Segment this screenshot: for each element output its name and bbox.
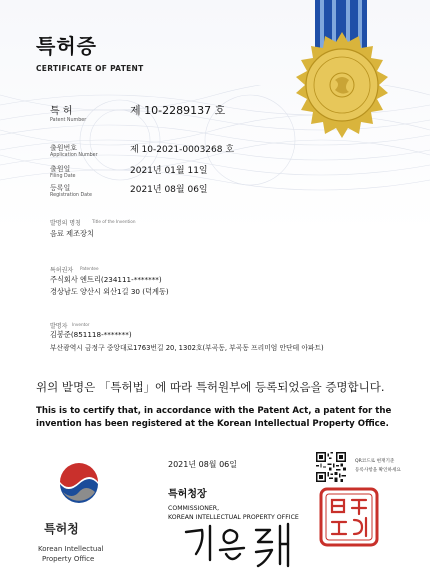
inventor-address: 부산광역시 금정구 중앙대로1763번길 20, 1302호(부곡동, 부곡동 프리미엄 안단테 아파트) <box>50 344 324 352</box>
certification-statement-ko: 위의 발명은 「특허법」에 따라 특허원부에 등록되었음을 증명합니다. <box>36 380 385 394</box>
qr-code-icon <box>316 452 346 482</box>
registration-date-value: 2021년 08월 06일 <box>130 185 208 195</box>
commissioner-signature-icon <box>180 520 305 570</box>
filing-date-label-en: Filing Date <box>50 174 76 179</box>
filing-date-value: 2021년 01월 11일 <box>130 166 208 176</box>
kipo-logo-icon <box>56 462 102 508</box>
official-stamp-icon <box>318 486 380 548</box>
invention-title-label-en: Title of the Invention <box>92 219 136 224</box>
patent-number-value: 제 10-2289137 호 <box>130 104 226 117</box>
inventor-name: 김봉준(851118-*******) <box>50 330 132 339</box>
patentee-label-en: Patentee <box>80 266 99 271</box>
gold-seal-icon <box>287 30 397 140</box>
certificate-subtitle: CERTIFICATE OF PATENT <box>36 64 144 73</box>
application-number-label: 출원번호 <box>50 144 78 152</box>
inventor-label-en: Inventor <box>72 322 90 327</box>
certification-statement-en: This is to certify that, in accordance with the Patent Act, a patent for the invention has been registered at the Korean Intellectual Property Office. <box>36 406 392 429</box>
inventor-label: 발명자 <box>50 323 68 330</box>
commissioner-title-en-line2: KOREAN INTELLECTUAL PROPERTY OFFICE <box>168 514 299 521</box>
patentee-address: 경상남도 양산시 외산1길 30 (덕계동) <box>50 287 169 296</box>
qr-note-line2: 등록사항을 확인하세요 <box>355 468 401 473</box>
commissioner-title-en-line1: COMMISSIONER, <box>168 505 220 512</box>
patent-number-label-en: Patent Number <box>50 118 87 123</box>
qr-note-line1: QR코드로 현재기준 <box>355 459 395 464</box>
application-number-value: 제 10-2021-0003268 호 <box>130 145 235 155</box>
office-name-en-line1: Korean Intellectual <box>38 545 104 553</box>
commissioner-title-ko: 특허청장 <box>168 489 207 500</box>
office-name-ko: 특허청 <box>44 522 79 536</box>
patentee-name: 주식회사 엔트리(234111-*******) <box>50 275 162 284</box>
office-name-en-line2: Property Office <box>42 555 95 563</box>
invention-title-label: 발명의 명칭 <box>50 220 81 227</box>
application-number-label-en: Application Number <box>50 153 98 158</box>
patent-number-label: 특 허 <box>50 106 73 117</box>
patentee-label: 특허권자 <box>50 267 74 274</box>
issue-date: 2021년 08월 06일 <box>168 460 237 469</box>
filing-date-label: 출원일 <box>50 165 71 173</box>
certificate-title: 특허증 <box>36 34 97 58</box>
registration-date-label: 등록일 <box>50 184 71 192</box>
registration-date-label-en: Registration Date <box>50 193 92 198</box>
invention-title-value: 음료 제조장치 <box>50 229 94 238</box>
